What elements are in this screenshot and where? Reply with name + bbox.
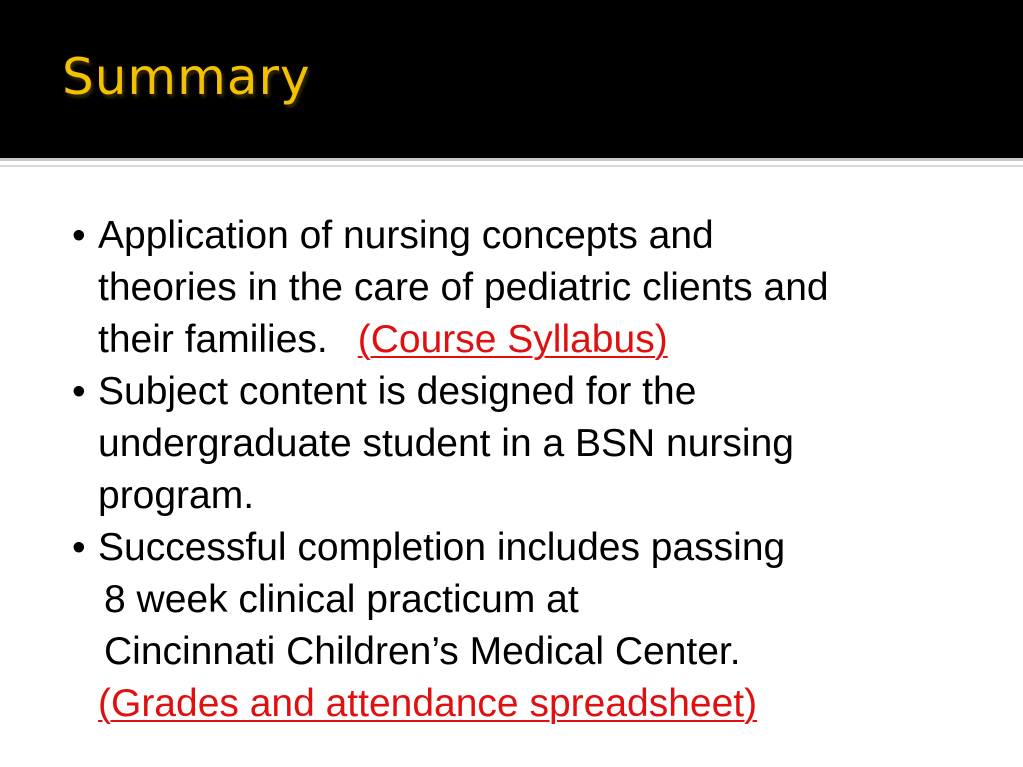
bullet-text-segment: their families. xyxy=(98,318,328,361)
bullet-marker: • xyxy=(72,526,86,569)
grades-spreadsheet-link[interactable]: (Grades and attendance spreadsheet) xyxy=(98,682,758,725)
bullet-text-line xyxy=(98,678,978,730)
bullet-list xyxy=(0,210,1023,730)
bullet-text-line: theories in the care of pediatric clients and xyxy=(98,266,829,309)
bullet-item-2 xyxy=(0,366,978,522)
bullet-text-line: Subject content is designed for the xyxy=(98,370,697,413)
bullet-text-line xyxy=(98,314,978,366)
bullet-marker: • xyxy=(72,214,86,257)
bullet-text-line: Application of nursing concepts and xyxy=(98,214,714,257)
divider-line xyxy=(0,165,1023,167)
divider-line xyxy=(0,158,1023,161)
bullet-text-line: Cincinnati Children’s Medical Center. xyxy=(104,630,741,673)
bullet-text-line: undergraduate student in a BSN nursing xyxy=(98,422,794,465)
bullet-text-line: 8 week clinical practicum at xyxy=(104,578,579,621)
slide-title: Summary xyxy=(62,48,311,106)
bullet-item-3 xyxy=(0,522,978,730)
bullet-marker: • xyxy=(72,370,86,413)
title-bar xyxy=(0,0,1023,158)
bullet-text-line: program. xyxy=(98,474,255,517)
bullet-item-1 xyxy=(0,210,978,366)
bullet-text-line: Successful completion includes passing xyxy=(98,526,786,569)
course-syllabus-link[interactable]: (Course Syllabus) xyxy=(357,318,668,361)
